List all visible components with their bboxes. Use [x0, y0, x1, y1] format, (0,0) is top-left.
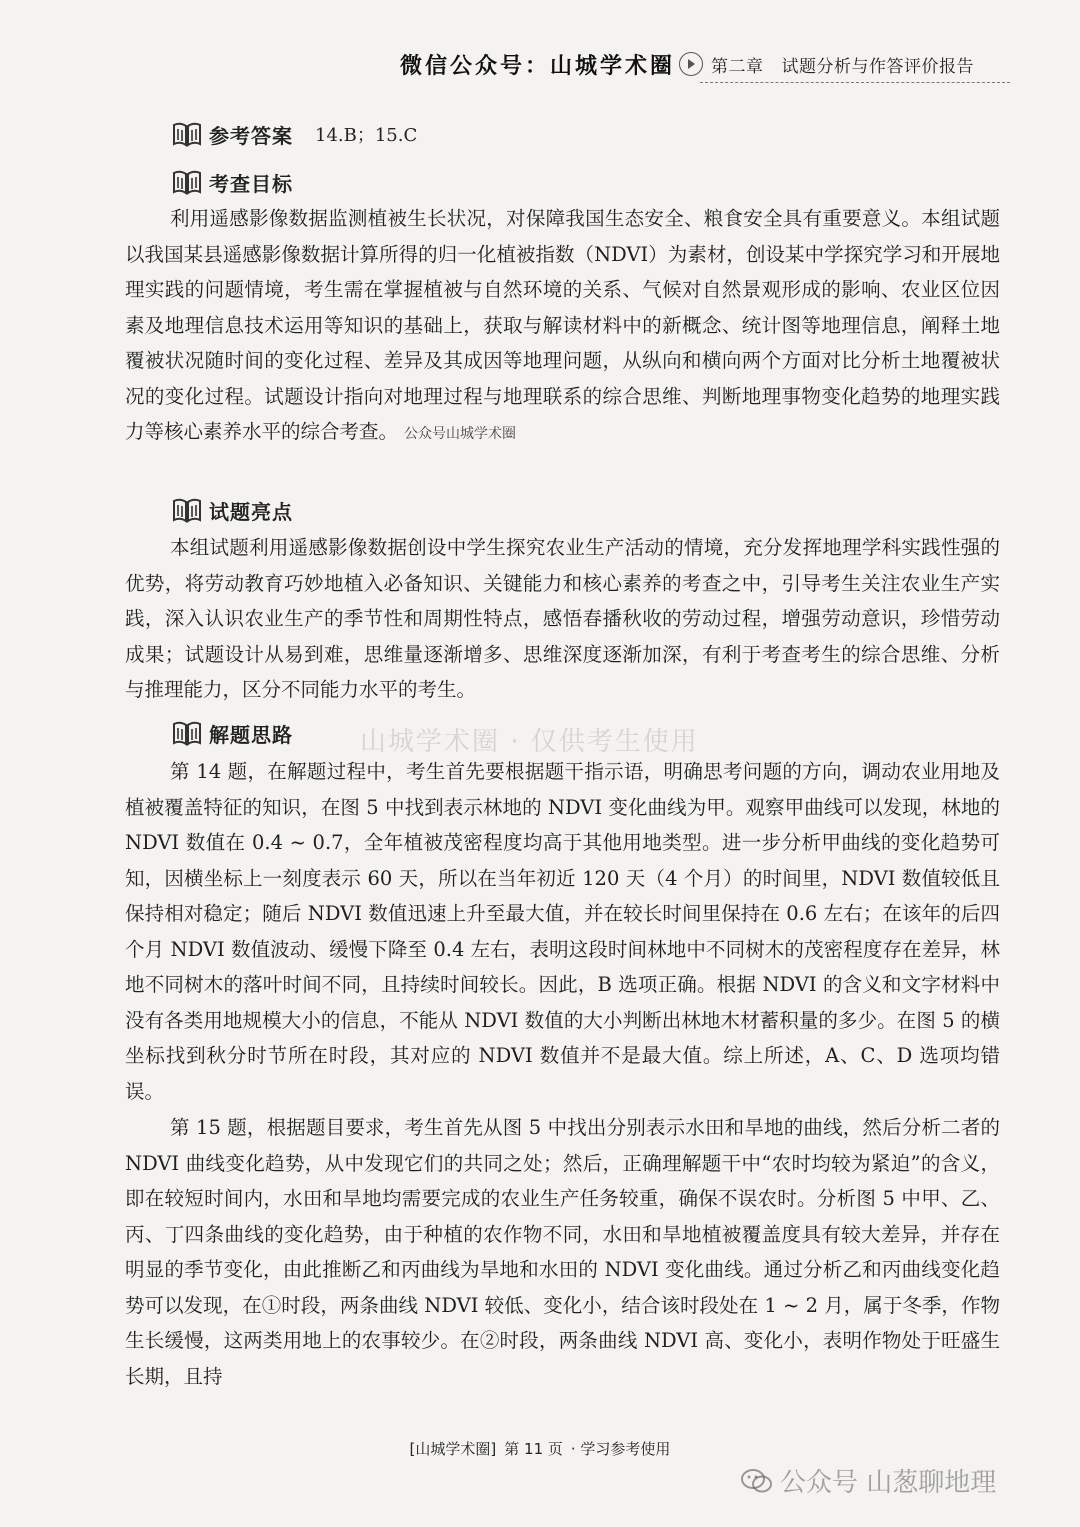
- paragraph-target-text: 利用遥感影像数据监测植被生长状况，对保障我国生态安全、粮食安全具有重要意义。本组试题以我国某县遥感影像数据计算所得的归一化植被指数（NDVI）为素材，创设某中学探究学习和开展地理实践的问题情境，考生需在掌握植被与自然环境的关系、气候对自然景观形成的影响、农业区位因素及地理信息技术运用等知识的基础上，获取与解读材料中的新概念、统计图等地理信息，阐释土地覆被状况随时间的变化过程、差异及其成因等地理问题，从纵向和横向两个方面对比分析土地覆被状况的变化过程。试题设计指向对地理过程与地理联系的综合思维、判断地理事物变化趋势的地理实践力等核心素养水平的综合考查。: [125, 207, 1000, 443]
- chapter-title: 试题分析与作答评价报告: [781, 56, 975, 77]
- watermark-bottom-text: 公众号 山葱聊地理: [780, 1468, 997, 1498]
- open-book-icon: [172, 168, 202, 196]
- answer-value: 14.B；15.C: [315, 125, 418, 146]
- play-arrow-icon: [679, 52, 703, 76]
- footer-note: · 学习参考使用: [570, 1440, 671, 1458]
- section-highlight: [172, 493, 293, 527]
- open-book-icon: [172, 719, 202, 747]
- paragraph-q15: 第 15 题，根据题目要求，考生首先从图 5 中找出分别表示水田和旱地的曲线，然后分析二者的 NDVI 曲线变化趋势，从中发现它们的共同之处；然后，正确理解题干中“农时均较为紧迫”的含义，即在较短时间内，水田和旱地均需要完成的农业生产任务较重，确保不误农时。分析图 5 中甲、乙、丙、丁四条曲线的变化趋势，由于种植的农作物不同，水田和旱地植被覆盖度具有较大差异，并存在明显的季节变化，由此推断乙和丙曲线为旱地和水田的 NDVI 变化曲线。通过分析乙和丙曲线变化趋势可以发现，在①时段，两条曲线 NDVI 较低、变化小，结合该时段处在 1 ~ 2 月，属于冬季，作物生长缓慢，这两类用地上的农事较少。在②时段，两条曲线 NDVI 高、变化小，表明作物处于旺盛生长期，且持: [125, 1116, 1000, 1388]
- page-header: [400, 42, 1010, 86]
- chapter-number: 第二章: [711, 56, 764, 77]
- inline-watermark-note: 公众号山城学术圈: [404, 426, 517, 442]
- section-title-answer: 参考答案: [209, 123, 293, 148]
- header-chapter: [711, 52, 974, 77]
- paragraph-target: [125, 201, 1000, 453]
- section-title-highlight: 试题亮点: [209, 499, 293, 524]
- section-answer: [172, 117, 417, 151]
- wechat-icon: [740, 1467, 774, 1495]
- header-divider: [700, 82, 1010, 83]
- section-approach: [172, 716, 293, 750]
- paragraph-highlight: 本组试题利用遥感影像数据创设中学生探究农业生产活动的情境，充分发挥地理学科实践性强的优势，将劳动教育巧妙地植入必备知识、关键能力和核心素养的考查之中，引导考生关注农业生产实践，深入认识农业生产的季节性和周期性特点，感悟春播秋收的劳动过程，增强劳动意识，珍惜劳动成果；试题设计从易到难，思维量逐渐增多、思维深度逐渐加深，有利于考查考生的综合思维、分析与推理能力，区分不同能力水平的考生。: [125, 536, 1000, 701]
- footer-brand: [山城学术圈]: [409, 1440, 497, 1458]
- watermark-middle: 山城学术圈 · 仅供考生使用: [360, 727, 699, 757]
- watermark-bottom: [740, 1462, 996, 1499]
- page-footer: [0, 1438, 1080, 1459]
- footer-page-number: 第 11 页: [504, 1440, 563, 1458]
- section-title-target: 考查目标: [209, 171, 293, 196]
- header-brand: 微信公众号：山城学术圈: [400, 52, 676, 79]
- section-title-approach: 解题思路: [209, 722, 293, 747]
- open-book-icon: [172, 496, 202, 524]
- paragraph-q14: 第 14 题，在解题过程中，考生首先要根据题干指示语，明确思考问题的方向，调动农业用地及植被覆盖特征的知识，在图 5 中找到表示林地的 NDVI 变化曲线为甲。观察甲曲线可以发现，林地的 NDVI 数值在 0.4 ~ 0.7，全年植被茂密程度均高于其他用地类型。进一步分析甲曲线的变化趋势可知，因横坐标上一刻度表示 60 天，所以在当年初近 120 天（4 个月）的时间里，NDVI 数值较低且保持相对稳定；随后 NDVI 数值迅速上升至最大值，并在较长时间里保持在 0.6 左右；在该年的后四个月 NDVI 数值波动、缓慢下降至 0.4 左右，表明这段时间林地中不同树木的茂密程度存在差异，林地不同树木的落叶时间不同，且持续时间较长。因此，B 选项正确。根据 NDVI 的含义和文字材料中没有各类用地规模大小的信息，不能从 NDVI 数值的大小判断出林地木材蓄积量的多少。在图 5 的横坐标找到秋分时节所在时段，其对应的 NDVI 数值并不是最大值。综上所述，A、C、D 选项均错误。: [125, 760, 1000, 1103]
- section-target: [172, 165, 293, 199]
- open-book-icon: [172, 120, 202, 148]
